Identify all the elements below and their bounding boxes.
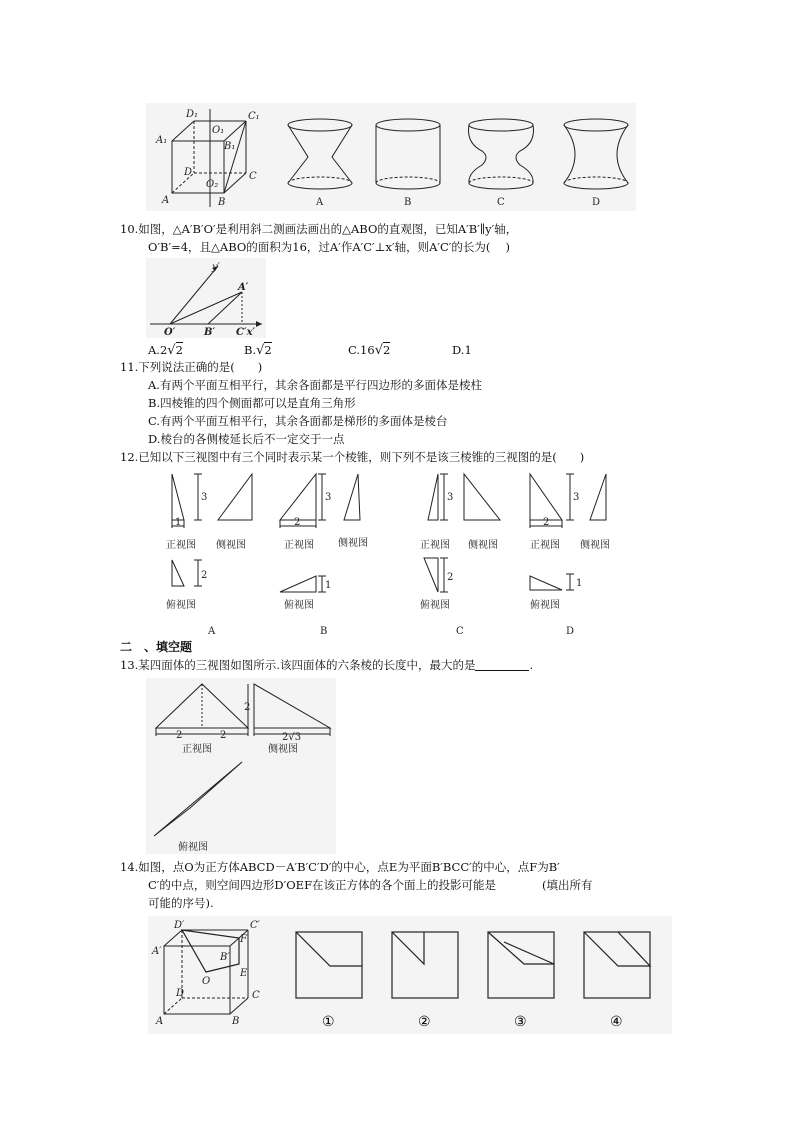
q13-side-label: 侧视图 [268,744,298,755]
q12-option-b-letter[interactable]: B [320,626,328,637]
cube-label-b: B [218,197,226,208]
cube-label-a: A [162,195,170,206]
q12-option-d-letter[interactable]: D [566,626,575,637]
q14-line-2: C′的中点，则空间四边形D′OEF在该正方体的各个面上的投影可能是 (填出所有 [148,878,593,892]
q13-front-label: 正视图 [182,744,212,755]
section-fill-in-title: 二 、填空题 [120,640,193,654]
q12-d-dim-3: 3 [573,492,580,503]
q12-a-front-label: 正视图 [166,540,196,551]
q9-solid-d [564,119,628,189]
q14-line-3: 可能的序号). [148,896,214,910]
q12-a-side-label: 侧视图 [216,540,246,551]
q14-label-bp: B′ [220,952,230,963]
q9-option-a-label: A [316,197,324,208]
q12-a-dim-1: 1 [175,517,182,528]
q12-c-dim-3: 3 [447,492,454,503]
q10-choice-c-letter: C. [348,343,361,357]
q14-label-b: B [232,1016,240,1027]
q12-d-top-label: 俯视图 [530,600,560,611]
q10-choice-b-radicand: 2 [264,343,272,357]
q10-choice-d-value: 1 [464,343,472,357]
q14-label-d: D [176,988,185,999]
q10-choice-c-coef: 16 [360,343,375,357]
q13-stem-line [120,656,533,674]
q9-option-b-label: B [404,197,412,208]
q12-option-c-views [424,474,500,592]
q13-top-label: 俯视图 [178,842,208,853]
q12-option-c-letter[interactable]: C [456,626,464,637]
q14-option-1[interactable]: ① [322,1014,335,1030]
q13-front-dim-left: 2 [176,730,183,741]
q10-choice-a-letter: A. [148,343,160,357]
cube-label-o1: O₁ [212,125,225,136]
q12-a-top-label: 俯视图 [166,600,196,611]
cube-label-d1: D₁ [186,109,199,120]
q10-choice-c[interactable]: C.16√2 [348,343,391,358]
q9-solid-c [469,119,534,189]
q10-label-o: O′ [164,327,176,338]
q12-d-side-label: 侧视图 [580,540,610,551]
q14-projection-4 [584,932,650,998]
q14-option-4[interactable]: ④ [610,1014,623,1030]
q10-choice-a[interactable]: A.2√2 [148,343,183,358]
q14-label-e: E [240,968,248,979]
q14-label-ap: A′ [152,946,162,957]
cube-label-c1: C₁ [248,111,260,122]
q10-label-cx: C′x′ [236,327,256,338]
q13-front-dim-right: 2 [220,730,227,741]
q14-option-2[interactable]: ② [418,1014,431,1030]
q9-cube-diagram [172,109,246,207]
q14-label-c: C [252,990,260,1001]
q14-figure-panel [148,916,672,1034]
q11-stem: 11.下列说法正确的是( ) [120,360,263,374]
q14-label-a: A [156,1016,164,1027]
q10-choice-c-radicand: 2 [382,343,391,357]
q13-answer-blank[interactable] [475,658,529,671]
q12-option-a-letter[interactable]: A [208,626,216,637]
cube-label-d: D [184,167,193,178]
q12-figure [160,468,630,638]
q10-choice-d[interactable] [452,341,472,359]
q14-projection-2 [392,932,458,998]
q12-option-a-views [172,474,252,586]
q14-label-f: F [240,934,247,945]
q9-solid-a [288,119,352,189]
q12-c-top-label: 俯视图 [420,600,450,611]
q10-line-1: 10.如图，△A′B′O′是利用斜二测画法画出的△ABO的直观图，已知A′B′∥y′轴， [120,222,518,236]
q12-b-side-label: 侧视图 [338,538,368,549]
q12-d-front-label: 正视图 [530,540,560,551]
q12-c-dim-2: 2 [447,572,454,583]
q12-b-top-label: 俯视图 [284,600,314,611]
q12-stem: 12.已知以下三视图中有三个同时表示某一个棱锥，则下列不是该三棱锥的三视图的是( ) [120,450,585,464]
q12-b-dim-3: 3 [325,492,332,503]
q10-choice-a-radicand: 2 [175,343,183,357]
q14-projection-1 [296,932,362,998]
q12-b-front-label: 正视图 [284,540,314,551]
q9-figure-panel [146,103,636,211]
q9-option-d-label: D [592,197,601,208]
q13-stem-end: . [529,658,534,672]
q10-label-y: y′ [212,262,220,273]
q12-d-dim-1: 1 [576,578,583,589]
q11-option-d[interactable]: D.棱台的各侧棱延长后不一定交于一点 [148,432,345,446]
q12-b-dim-1: 1 [325,580,332,591]
q14-option-3[interactable]: ③ [514,1014,527,1030]
q10-figure-panel [146,258,266,338]
q11-option-b[interactable]: B.四棱锥的四个侧面都可以是直角三角形 [148,396,356,410]
q13-side-dim-height: 2 [244,702,251,713]
q10-figure [146,258,266,338]
cube-label-c: C [249,171,257,182]
q13-stem: 13.某四面体的三视图如图所示.该四面体的六条棱的长度中，最大的是 [120,658,476,672]
q12-b-dim-2: 2 [294,517,301,528]
q12-option-b-views [280,474,360,592]
q14-label-cp: C′ [250,920,260,931]
q9-solid-b [376,119,440,189]
q14-cube-diagram [164,930,248,1014]
q10-choice-b[interactable]: B.√2 [244,343,272,358]
q14-figure [148,916,672,1034]
q9-option-c-label: C [497,197,505,208]
q14-label-o: O [202,976,211,987]
q10-choice-b-letter: B. [244,343,257,357]
q13-figure-panel [146,678,336,854]
q14-projection-3 [488,932,554,998]
q12-d-dim-2: 2 [543,517,550,528]
q10-label-b: B′ [204,327,216,338]
q14-line-1: 14.如图，点O为正方体ABCD－A′B′C′D′的中心，点E为平面B′BCC′的中心，点F为B′ [120,860,560,874]
q12-c-front-label: 正视图 [420,540,450,551]
q10-line-2: O′B′=4，且△ABO的面积为16，过A′作A′C′⊥x′轴，则A′C′的长为( ) [148,240,511,254]
q9-figure [146,103,636,211]
cube-label-o2: O₂ [206,179,219,190]
q10-choice-d-letter: D. [452,343,465,357]
q12-c-side-label: 侧视图 [468,540,498,551]
q10-choice-a-coef: 2 [159,343,168,357]
q12-a-dim-3: 3 [201,492,208,503]
q14-label-dp: D′ [174,920,185,931]
q11-option-a[interactable]: A.有两个平面互相平行，其余各面都是平行四边形的多面体是棱柱 [148,378,482,392]
cube-label-b1: B₁ [224,141,236,152]
cube-label-a1: A₁ [156,135,168,146]
q12-option-d-views [530,474,606,590]
q13-figure [146,678,336,854]
q10-label-a: A′ [238,282,249,293]
q11-option-c[interactable]: C.有两个平面互相平行，其余各面都是梯形的多面体是棱台 [148,414,448,428]
q12-a-dim-2: 2 [201,570,208,581]
q13-side-dim-width: 2√3 [282,732,302,743]
